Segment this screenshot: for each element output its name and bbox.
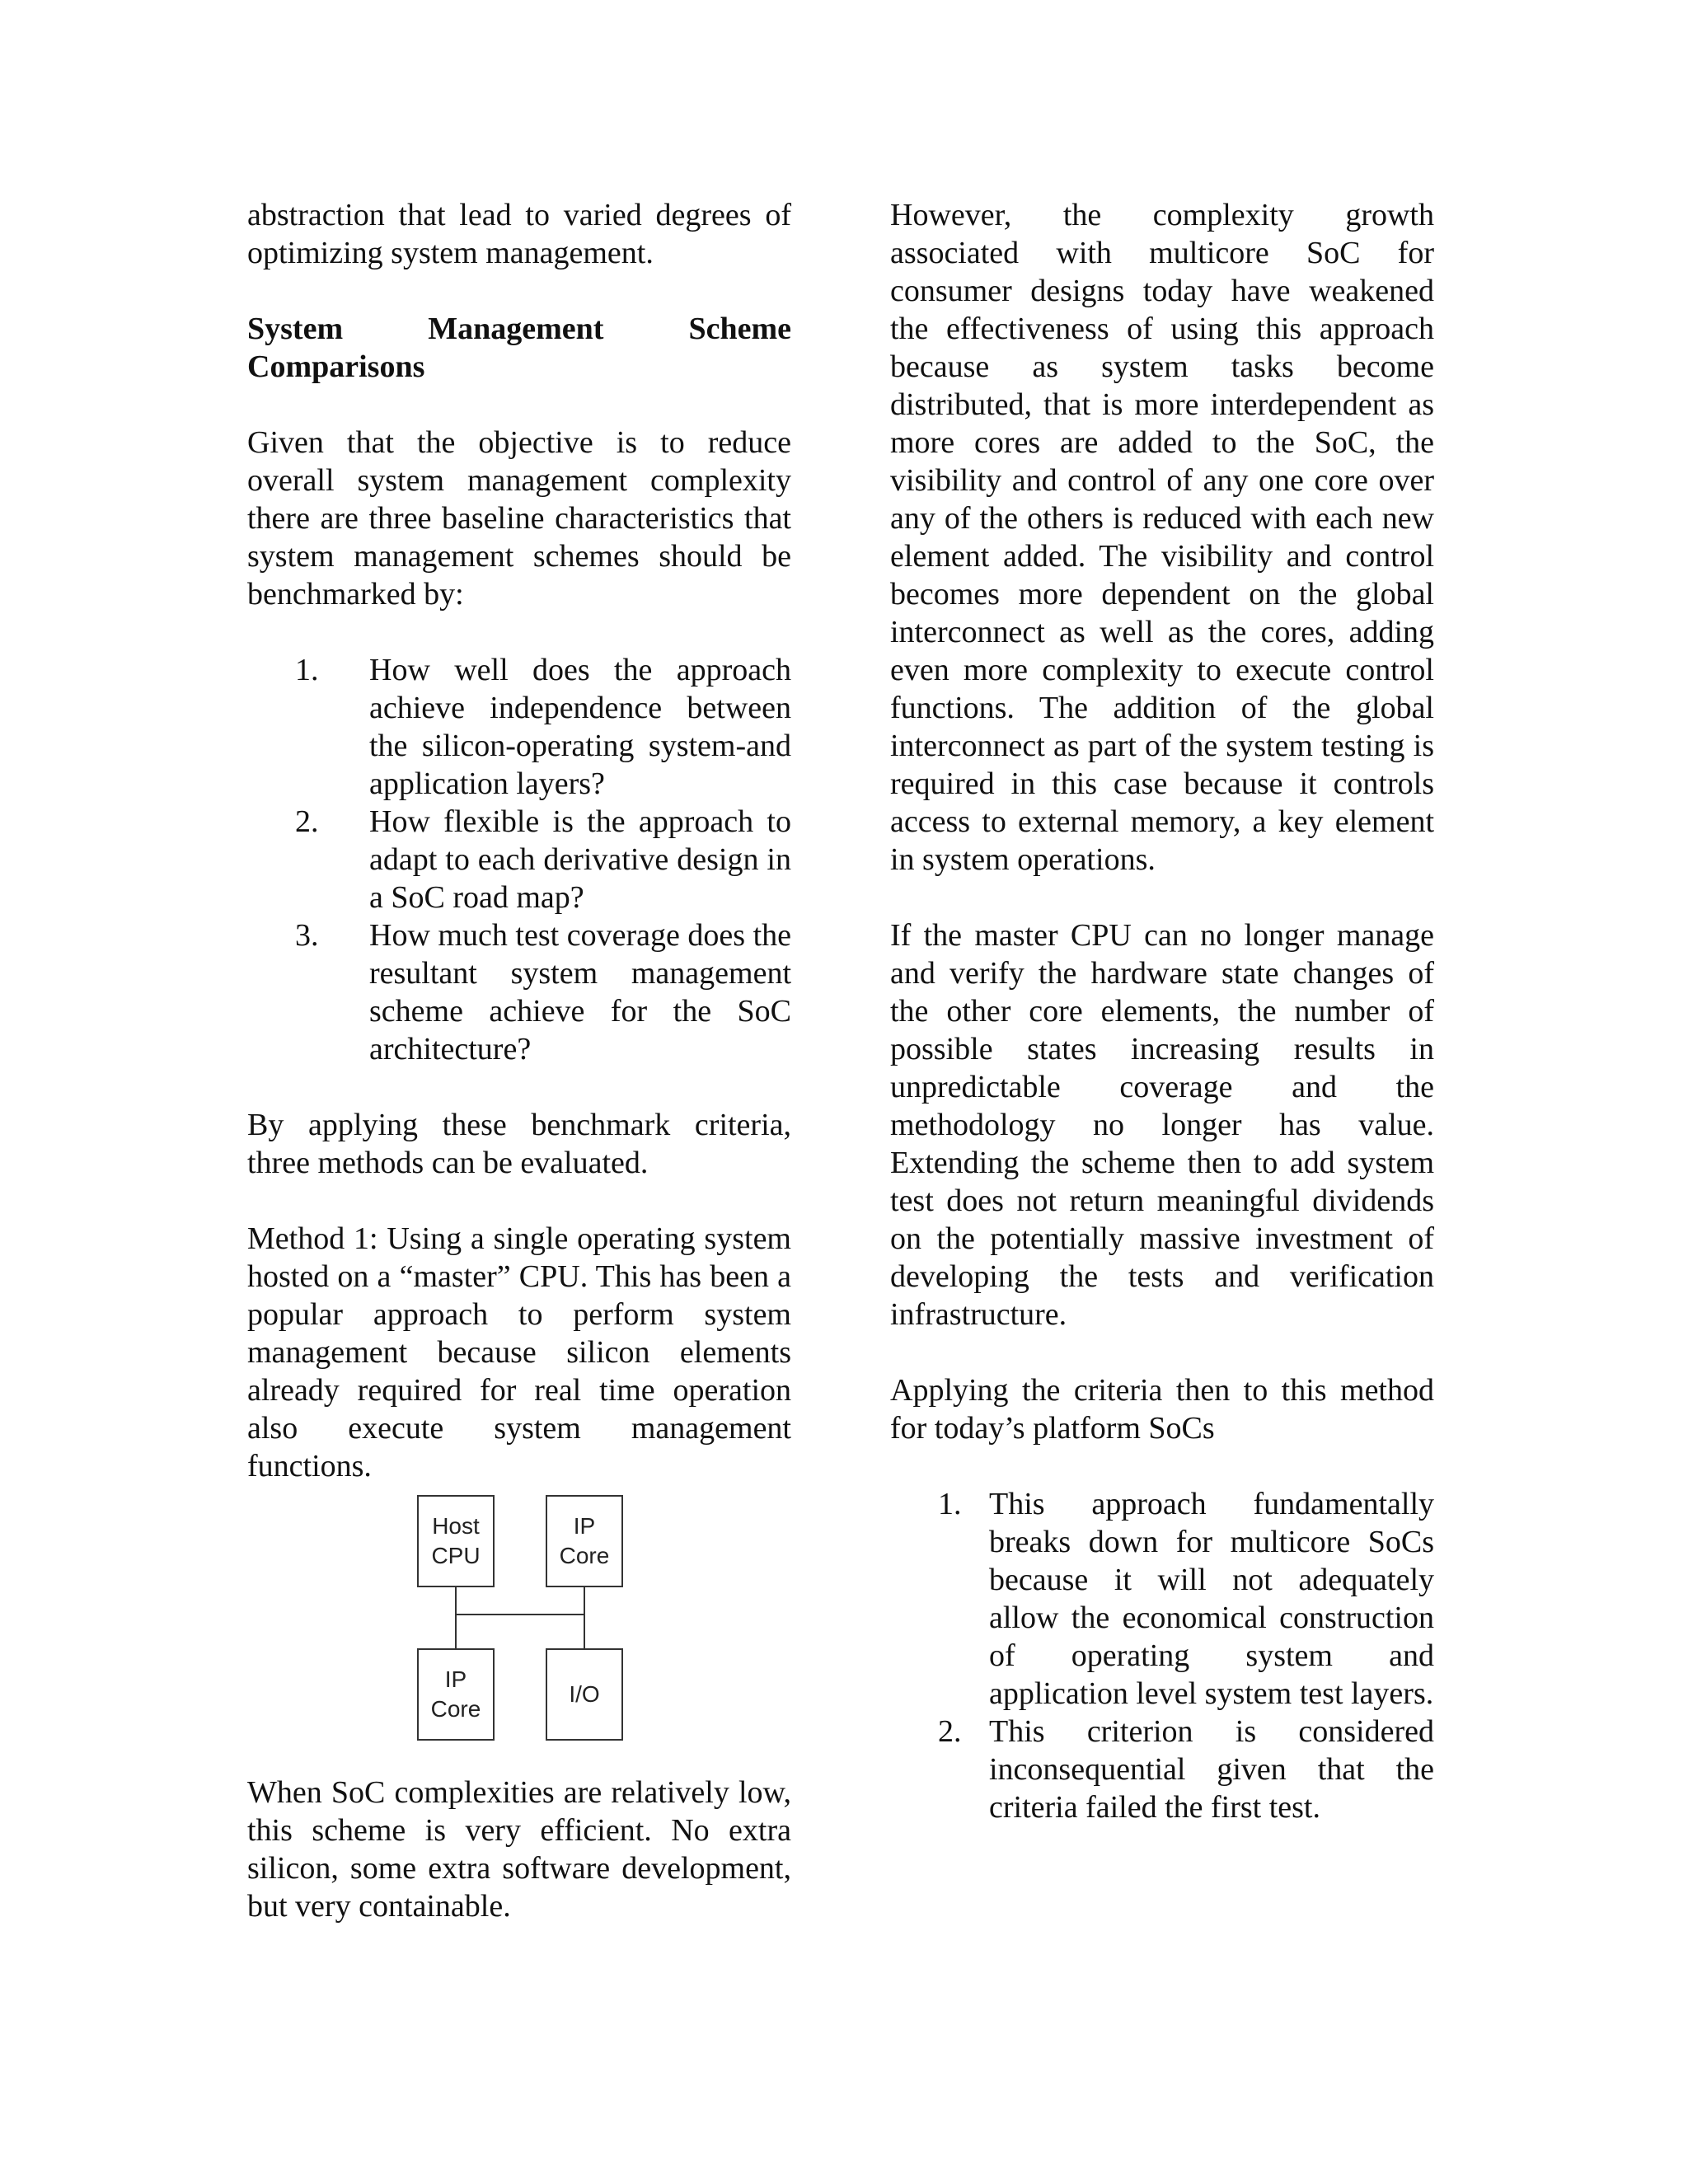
- bus-line: [455, 1614, 585, 1615]
- connector-line: [455, 1587, 457, 1650]
- ip-core-bottom-label-line2: Core: [430, 1696, 481, 1722]
- efficiency-paragraph: When SoC complexities are relatively low, this scheme is very efficient. No extra silicon, some extra software development, but very containable.: [247, 1775, 791, 1924]
- io-box: [546, 1648, 623, 1741]
- results-text: This approach fundamentally breaks down for multicore SoCs because it will not adequately allow the economical construction of operating system and application level system test layers.: [989, 1487, 1434, 1711]
- ip-core-top-label-line2: Core: [559, 1543, 610, 1568]
- host-cpu-label-line1: Host: [432, 1513, 480, 1539]
- results-item: [890, 1713, 1434, 1826]
- results-list: [890, 1485, 1434, 1826]
- connector-line: [584, 1587, 585, 1650]
- criteria-text: How much test coverage does the resultant system management scheme achieve for the SoC architecture?: [369, 918, 791, 1066]
- ip-core-top-label-line1: IP: [573, 1513, 596, 1539]
- results-text: This criterion is considered inconsequential given that the criteria failed the first test.: [989, 1714, 1434, 1825]
- ip-core-bottom-label-line1: IP: [444, 1666, 467, 1692]
- applying-criteria-paragraph: Applying the criteria then to this method for today’s platform SoCs: [890, 1373, 1434, 1446]
- objective-paragraph: Given that the objective is to reduce overall system management complexity there are three baseline characteristics that system management schemes should be benchmarked by:: [247, 425, 791, 612]
- left-column: [247, 196, 791, 1963]
- criteria-item: [247, 803, 791, 916]
- soc-diagram: [247, 1495, 791, 1736]
- complexity-paragraph: However, the complexity growth associated with multicore SoC for consumer designs today have weakened the effectiveness of using this approach because as system tasks become distributed, that is more interdependent as more cores are added to the SoC, the visibility and control of any one core over any of the others is reduced with each new element added. The visibility and control becomes more dependent on the global interconnect as well as the cores, adding even more complexity to execute control functions. The addition of the global interconnect as part of the system testing is required in this case because it controls access to external memory, a key element in system operations.: [890, 198, 1434, 877]
- benchmark-paragraph: By applying these benchmark criteria, three methods can be evaluated.: [247, 1108, 791, 1180]
- criteria-list: [247, 651, 791, 1068]
- list-number: 2.: [295, 804, 319, 839]
- list-number: 3.: [295, 918, 319, 953]
- criteria-item: [247, 916, 791, 1068]
- list-number: 1.: [295, 653, 319, 687]
- results-item: [890, 1485, 1434, 1713]
- criteria-item: [247, 651, 791, 803]
- method-1-paragraph: Method 1: Using a single operating system hosted on a “master” CPU. This has been a popular approach to perform system management because silicon elements already required for real time operation also execute system management functions.: [247, 1221, 791, 1483]
- list-number: 2.: [938, 1714, 962, 1749]
- criteria-text: How well does the approach achieve independence between the silicon-operating system-and application layers?: [369, 653, 791, 801]
- criteria-text: How flexible is the approach to adapt to each derivative design in a SoC road map?: [369, 804, 791, 915]
- right-column: [890, 196, 1434, 1864]
- ip-core-bottom-box: [417, 1648, 495, 1741]
- intro-paragraph: abstraction that lead to varied degrees of optimizing system management.: [247, 198, 791, 270]
- host-cpu-label-line2: CPU: [431, 1543, 481, 1568]
- master-cpu-paragraph: If the master CPU can no longer manage and verify the hardware state changes of the other core elements, the number of possible states increasing results in unpredictable coverage and the methodology no longer has value. Extending the scheme then to add system test does not return meaningful dividends on the potentially massive investment of developing the tests and verification infrastructure.: [890, 918, 1434, 1332]
- list-number: 1.: [938, 1487, 962, 1521]
- section-heading: System Management Scheme Comparisons: [247, 312, 791, 384]
- ip-core-top-box: [546, 1495, 623, 1587]
- io-label: I/O: [569, 1681, 600, 1707]
- host-cpu-box: [417, 1495, 495, 1587]
